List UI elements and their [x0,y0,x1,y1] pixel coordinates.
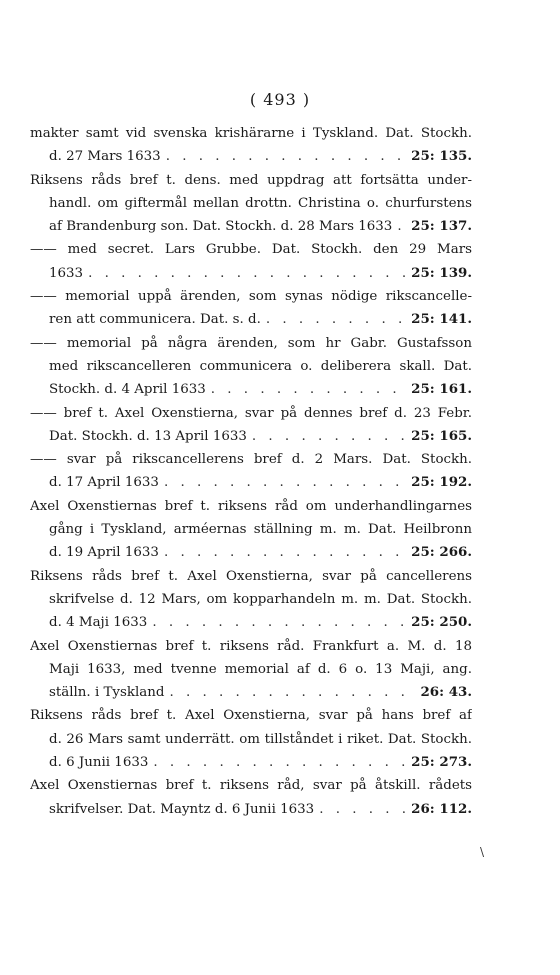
index-line [30,541,472,564]
index-line [30,169,472,192]
dot-leader [153,751,406,774]
line-text: d. 17 April 1633 [49,475,159,491]
line-text: —— memorial på några ärenden, som hr Gabr. Gustafsson [30,335,472,351]
dot-leader [211,378,406,401]
line-text: —— med secret. Lars Grubbe. Dat. Stockh. den 29 Mars [30,242,472,258]
line-text: ställn. i Tyskland [49,685,165,701]
index-line [30,425,472,448]
line-text: handl. om giftermål mellan drottn. Christina o. churfurstens [49,195,472,211]
page-number: ( 493 ) [249,90,311,109]
index-line [30,448,472,471]
dot-leader [397,215,406,238]
index-line [30,635,472,658]
page-reference: 25: 139. [411,264,472,281]
line-text: skrifvelse d. 12 Mars, om kopparhandeln m. m. Dat. Stockh. [49,591,472,607]
index-line [30,471,472,494]
index-entries [30,122,472,821]
page-reference: 26: 112. [411,800,472,817]
dot-leader [169,681,415,704]
line-text: makter samt vid svenska krishärarne i Tyskland. Dat. Stockh. [30,126,472,141]
line-text: Stockh. d. 4 April 1633 [49,382,206,398]
dot-leader [164,541,406,564]
line-text: skrifvelser. Dat. Mayntz d. 6 Junii 1633 [49,801,315,817]
line-text: Riksens råds bref t. Axel Oxenstierna, svar på cancellerens [30,568,472,584]
line-text: —— bref t. Axel Oxenstierna, svar på dennes bref d. 23 Febr. [30,405,472,421]
line-text: ren att communicera. Dat. s. d. [49,312,261,328]
line-text: Dat. Stockh. d. 13 April 1633 [49,428,247,444]
index-line [30,495,472,518]
index-line [30,238,472,261]
line-text: Maji 1633, med tvenne memorial af d. 6 o. 13 Maji, ang. [49,661,472,677]
page-reference: 25: 250. [411,614,472,631]
line-text: af Brandenburg son. Dat. Stockh. d. 28 Mars 1633 [49,219,393,235]
line-text: d. 4 Maji 1633 [49,615,148,631]
line-text: —— memorial uppå ärenden, som synas nödige rikscancelle- [30,289,472,305]
index-line [30,588,472,611]
index-line [30,122,472,145]
page-reference: 25: 137. [411,218,472,235]
index-line [30,285,472,308]
dot-leader [164,471,406,494]
line-text: Axel Oxenstiernas bref t. riksens råd. Frankfurt a. M. d. 18 [30,638,472,654]
line-text: Riksens råds bref t. Axel Oxenstierna, svar på hans bref af [30,708,472,724]
index-line [30,308,472,331]
line-text: —— svar på rikscancellerens bref d. 2 Mars. Dat. Stockh. [30,452,472,468]
index-line [30,658,472,681]
line-text: Riksens råds bref t. dens. med uppdrag att fortsätta under- [30,172,472,188]
stray-mark: \ [480,845,485,859]
dot-leader [319,798,406,821]
dot-leader [166,145,406,168]
line-text: 1633 [49,265,84,281]
index-line [30,378,472,401]
index-line [30,774,472,797]
page-reference: 25: 135. [411,148,472,165]
index-line [30,565,472,588]
page-reference: 25: 273. [411,754,472,771]
index-line [30,798,472,821]
page-reference: 25: 266. [411,544,472,561]
dot-leader [152,611,406,634]
dot-leader [252,425,406,448]
index-line [30,355,472,378]
line-text: d. 26 Mars samt underrätt. om tillståndet i riket. Dat. Stockh. [49,731,472,747]
page-reference: 25: 141. [411,311,472,328]
dot-leader [88,262,406,285]
line-text: d. 6 Junii 1633 [49,755,149,771]
line-text: d. 19 April 1633 [49,545,159,561]
page-reference: 25: 161. [411,381,472,398]
index-line [30,402,472,425]
index-line [30,681,472,704]
line-text: d. 27 Mars 1633 [49,149,161,165]
line-text: med rikscancelleren communicera o. deliberera skall. Dat. [49,358,472,374]
index-line [30,704,472,727]
index-line [30,262,472,285]
line-text: Axel Oxenstiernas bref t. riksens råd, svar på åtskill. rådets [30,778,472,794]
index-line [30,192,472,215]
index-line [30,728,472,751]
page-reference: 25: 192. [411,474,472,491]
index-line [30,518,472,541]
index-line [30,332,472,355]
dot-leader [266,308,406,331]
page-reference: 26: 43. [420,684,472,701]
line-text: gång i Tyskland, arméernas ställning m. m. Dat. Heilbronn [49,522,472,538]
index-line [30,611,472,634]
page-reference: 25: 165. [411,427,472,444]
index-line [30,145,472,168]
index-line [30,751,472,774]
index-line [30,215,472,238]
line-text: Axel Oxenstiernas bref t. riksens råd om underhandlingarnes [30,498,472,514]
